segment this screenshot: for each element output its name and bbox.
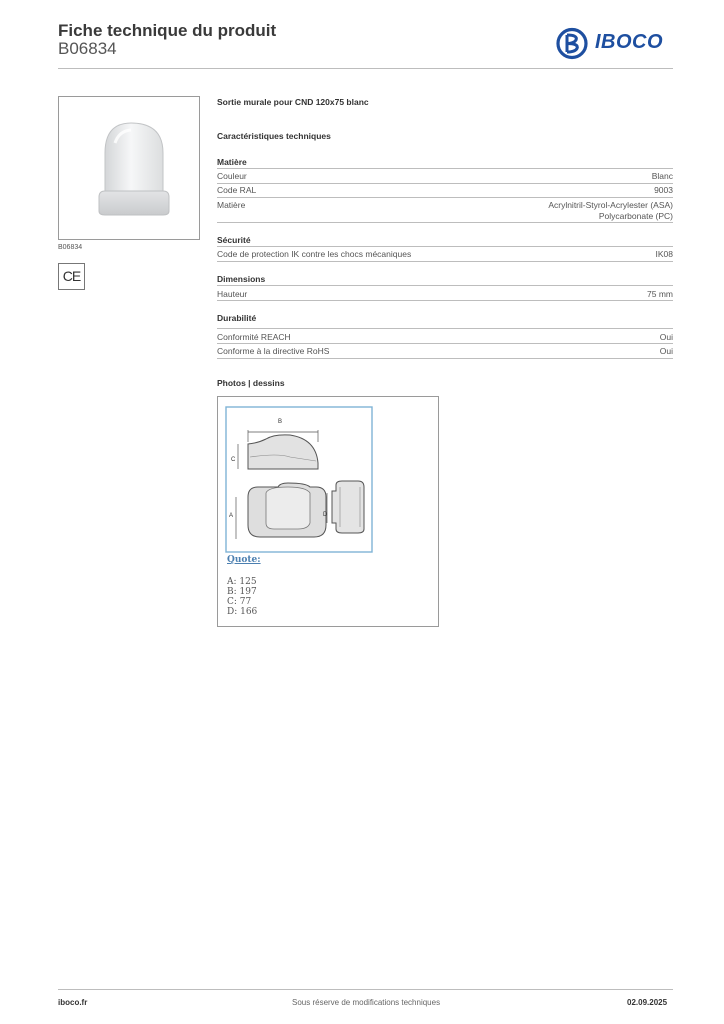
divider	[217, 343, 673, 344]
spec-row	[217, 171, 673, 181]
spec-value: Blanc	[651, 171, 673, 181]
spec-row	[217, 185, 673, 195]
divider	[217, 168, 673, 169]
spec-value: Acrylnitril-Styrol-Acrylester (ASA)	[548, 200, 673, 210]
technical-drawing	[217, 396, 439, 627]
quote-line: B: 197	[227, 587, 257, 597]
footer-date: 02.09.2025	[627, 998, 668, 1007]
spec-label: Hauteur	[217, 289, 248, 299]
product-photo-image	[59, 97, 199, 239]
logo-wordmark: IBOCO	[595, 31, 664, 53]
header-divider	[58, 68, 673, 69]
footer-disclaimer: Sous réserve de modifications techniques	[292, 998, 441, 1007]
spec-label: Code de protection IK contre les chocs mécaniques	[217, 249, 412, 259]
spec-group-title: Matière	[217, 157, 247, 167]
spec-value: IK08	[655, 249, 673, 259]
divider	[217, 300, 673, 301]
spec-row	[217, 200, 673, 210]
spec-label: Conforme à la directive RoHS	[217, 346, 330, 356]
spec-value: Oui	[659, 332, 673, 342]
specs-heading: Caractéristiques techniques	[217, 131, 331, 141]
product-photo	[58, 96, 200, 240]
divider	[217, 246, 673, 247]
divider	[217, 222, 673, 223]
spec-group-title: Sécurité	[217, 235, 251, 245]
footer-divider	[58, 989, 673, 990]
quote-line: A: 125	[227, 577, 257, 587]
spec-row	[217, 332, 673, 342]
dim-label-d: D	[323, 512, 328, 518]
page-title: Fiche technique du produit	[58, 21, 277, 40]
quote-line: C: 77	[227, 597, 252, 607]
dim-label-b: B	[278, 419, 283, 425]
divider	[217, 197, 673, 198]
divider	[217, 183, 673, 184]
quote-title: Quote:	[227, 555, 261, 565]
spec-label: Code RAL	[217, 185, 257, 195]
spec-row	[217, 346, 673, 356]
product-name: Sortie murale pour CND 120x75 blanc	[217, 97, 369, 107]
quote-line: D: 166	[227, 607, 258, 617]
divider	[217, 328, 673, 329]
spec-value: Oui	[659, 346, 673, 356]
spec-row	[217, 289, 673, 299]
spec-value: 9003	[654, 185, 673, 195]
spec-label: Couleur	[217, 171, 247, 181]
spec-row	[217, 249, 673, 259]
spec-label: Conformité REACH	[217, 332, 291, 342]
spec-group-title: Durabilité	[217, 313, 257, 323]
divider	[217, 285, 673, 286]
ce-mark: CE	[58, 263, 85, 290]
spec-value: 75 mm	[647, 289, 673, 299]
dim-label-c: C	[231, 457, 236, 463]
divider	[217, 358, 673, 359]
spec-value: Polycarbonate (PC)	[598, 211, 673, 221]
divider	[217, 261, 673, 262]
photo-caption: B06834	[58, 244, 83, 251]
dim-label-a: A	[229, 513, 234, 519]
drawings-heading: Photos | dessins	[217, 378, 285, 388]
footer-website-link[interactable]: iboco.fr	[58, 998, 88, 1007]
product-code: B06834	[58, 39, 117, 58]
spec-group-title: Dimensions	[217, 274, 266, 284]
spec-label: Matière	[217, 200, 246, 210]
